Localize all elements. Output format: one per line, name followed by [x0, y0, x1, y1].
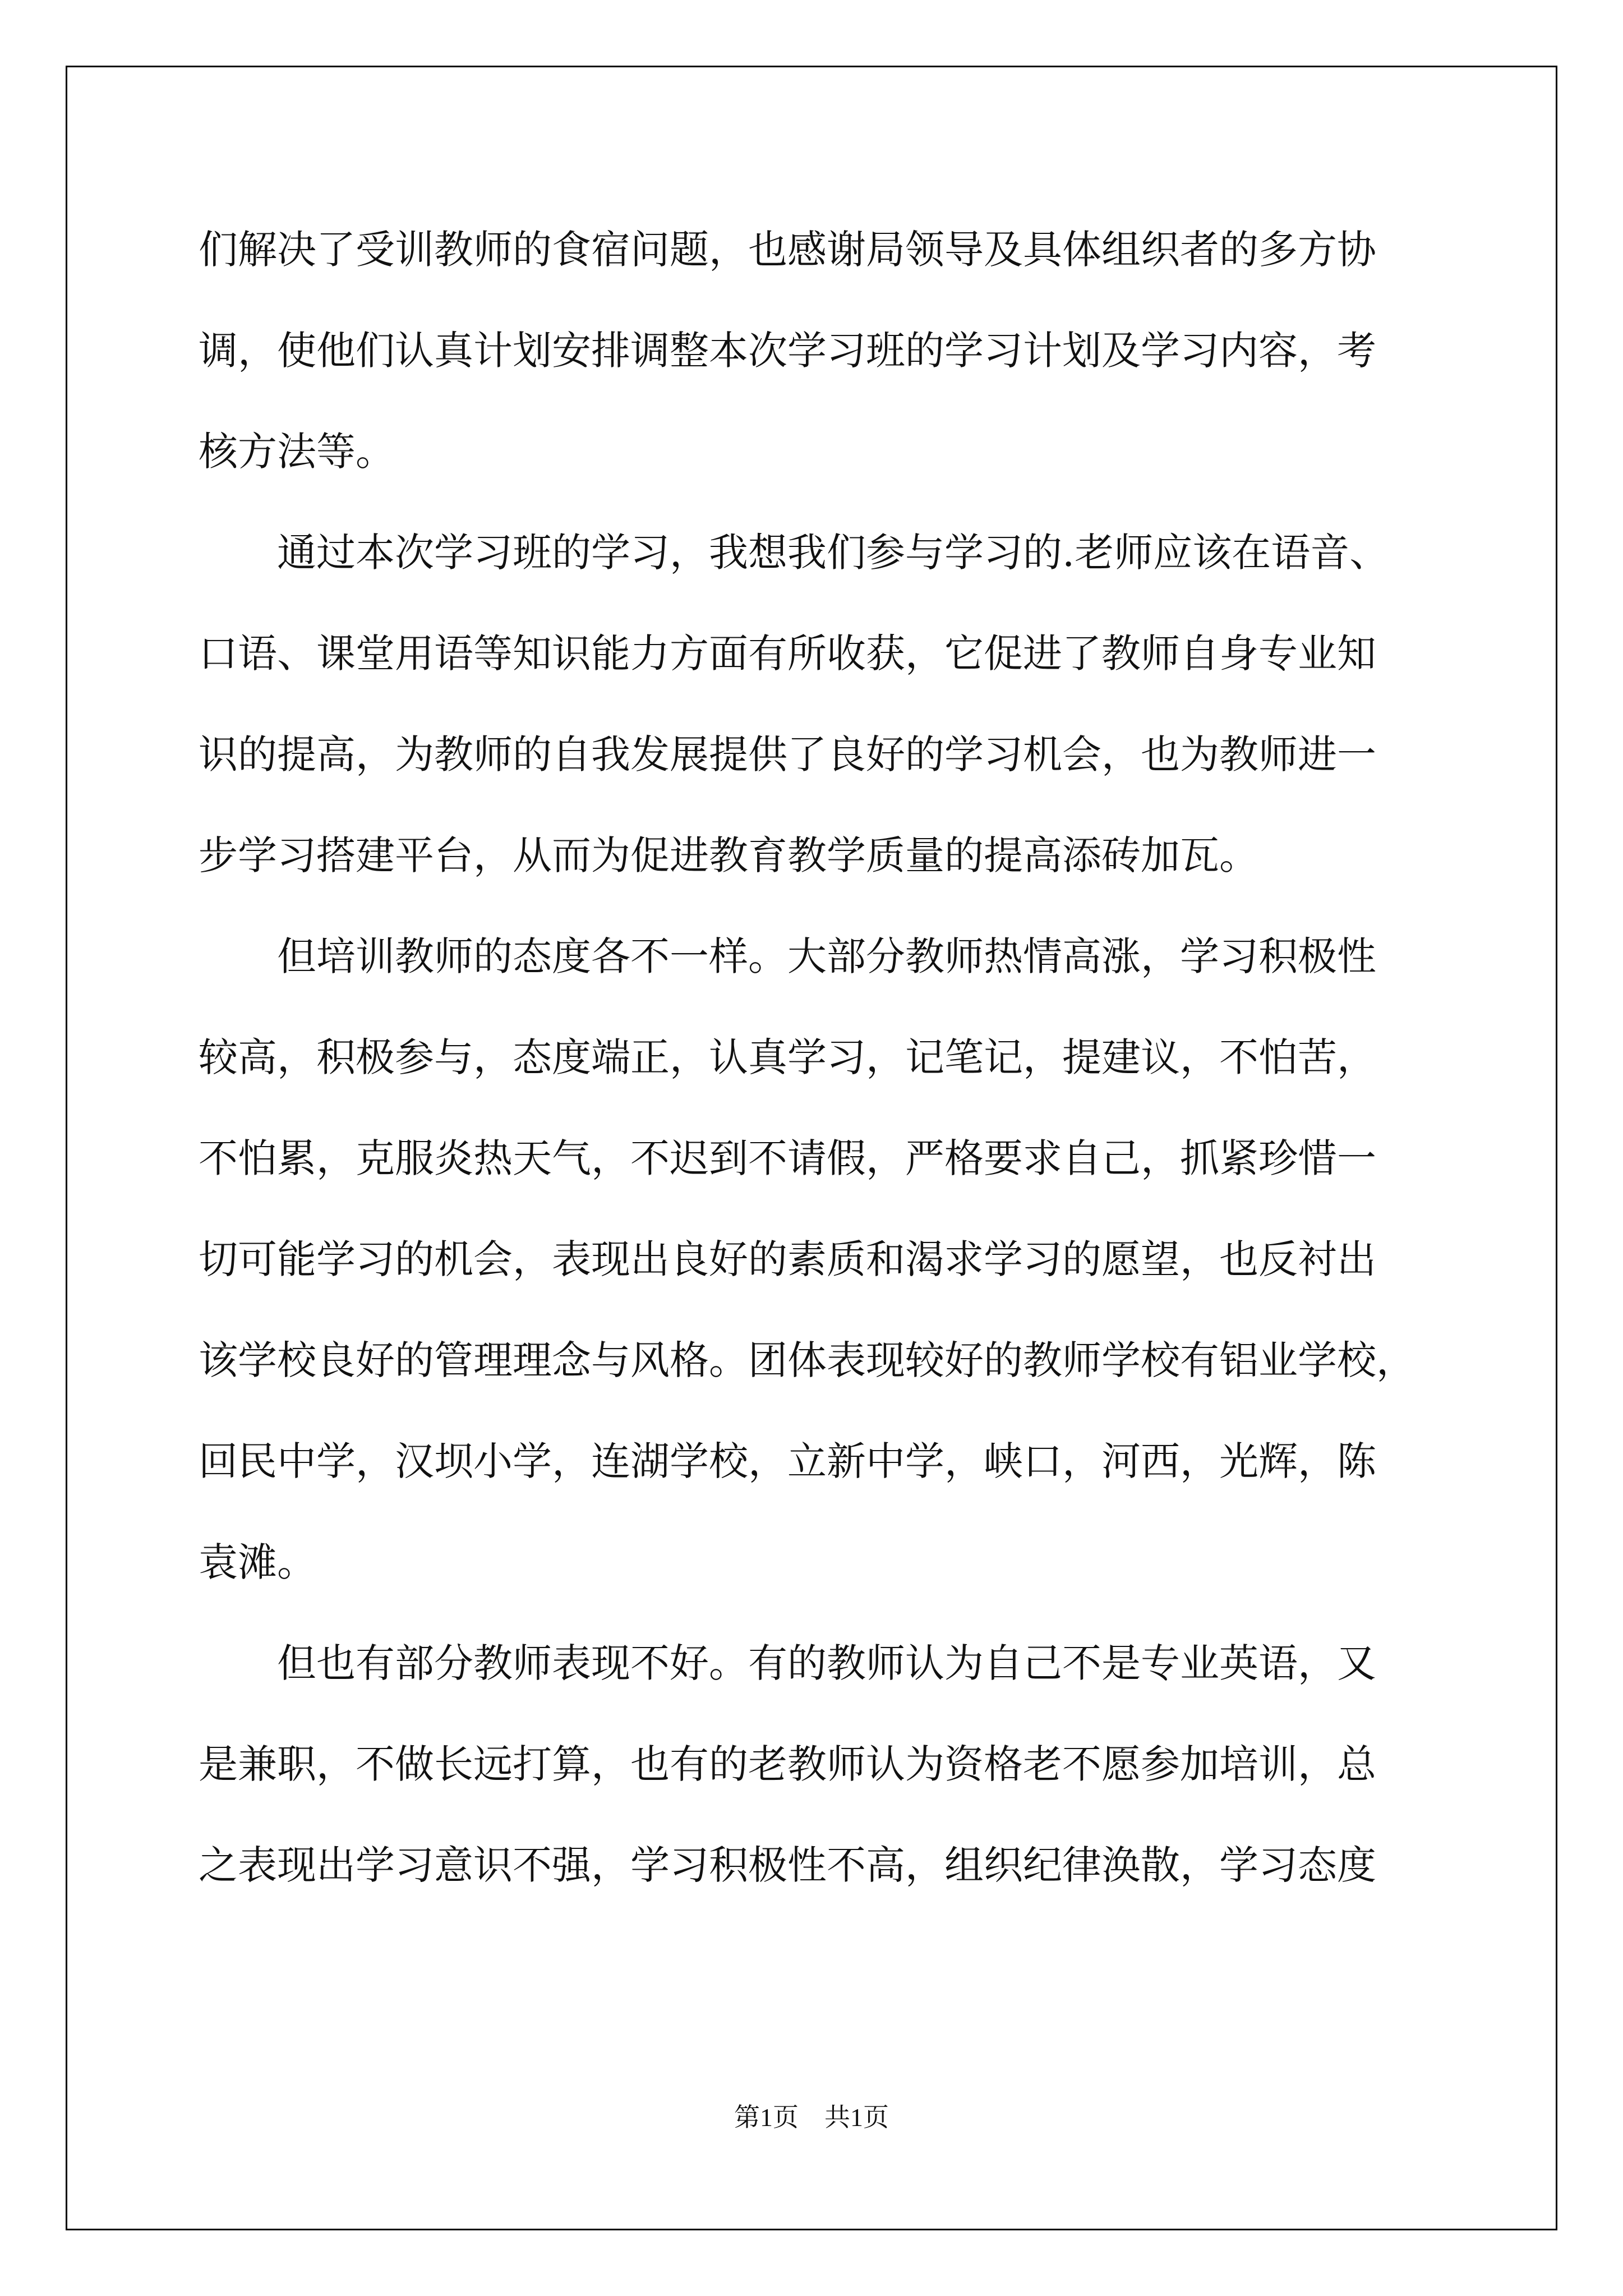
text-line: 切可能学习的机会，表现出良好的素质和渴求学习的愿望，也反衬出: [199, 1236, 1376, 1282]
text-line: 但培训教师的态度各不一样。大部分教师热情高涨，学习积极性: [199, 933, 1376, 979]
text-line: 核方法等。: [199, 429, 395, 475]
text-line: 之表现出学习意识不强，学习积极性不高，组织纪律涣散，学习态度: [199, 1842, 1376, 1888]
text-line: 但也有部分教师表现不好。有的教师认为自己不是专业英语，又: [199, 1640, 1376, 1686]
text-line: 口语、课堂用语等知识能力方面有所收获，它促进了教师自身专业知: [199, 631, 1376, 677]
text-line: 步学习搭建平台，从而为促进教育教学质量的提高添砖加瓦。: [199, 832, 1258, 878]
text-line: 较高，积极参与，态度端正，认真学习，记笔记，提建议，不怕苦，: [199, 1034, 1376, 1080]
text-line: 识的提高，为教师的自我发展提供了良好的学习机会，也为教师进一: [199, 731, 1376, 777]
text-line: 们解决了受训教师的食宿问题，也感谢局领导及具体组织者的多方协: [199, 227, 1376, 273]
text-line: 袁滩。: [199, 1539, 316, 1585]
text-line: 调，使他们认真计划安排调整本次学习班的学习计划及学习内容，考: [199, 328, 1376, 374]
text-line: 该学校良好的管理理念与风格。团体表现较好的教师学校有铝业学校，: [199, 1337, 1415, 1383]
text-line: 回民中学，汉坝小学，连湖学校，立新中学，峡口，河西，光辉，陈: [199, 1438, 1376, 1484]
text-line: 通过本次学习班的学习，我想我们参与学习的.老师应该在语音、: [199, 530, 1389, 576]
text-line: 不怕累，克服炎热天气，不迟到不请假，严格要求自己，抓紧珍惜一: [199, 1135, 1376, 1181]
page-footer: 第1页 共1页: [734, 2103, 889, 2132]
text-line: 是兼职，不做长远打算，也有的老教师认为资格老不愿参加培训，总: [199, 1741, 1376, 1787]
